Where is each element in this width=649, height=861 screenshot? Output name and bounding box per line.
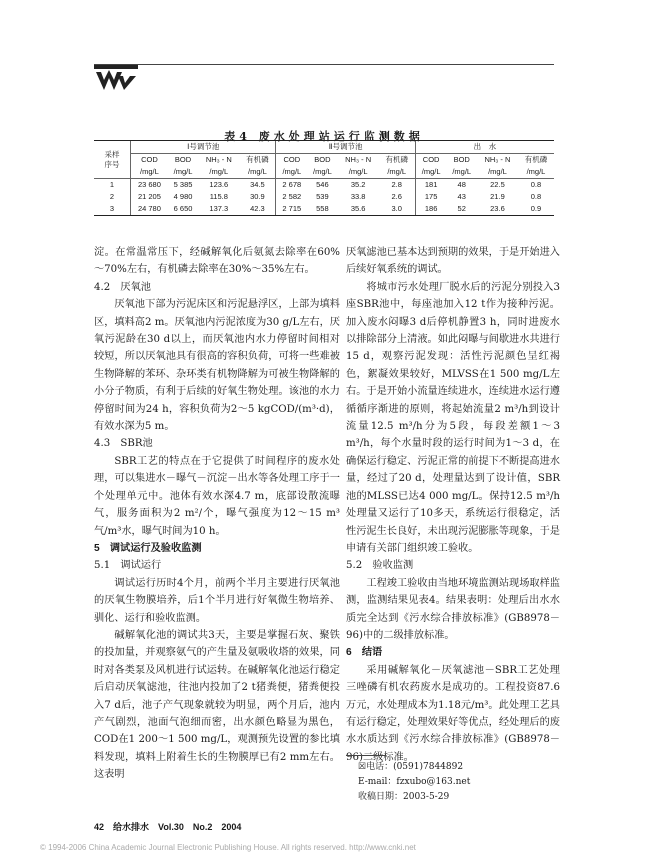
table-cell: 2 582 bbox=[276, 191, 307, 203]
metric-header: NH₃ - N bbox=[345, 155, 372, 164]
group-header-3: 出 水 bbox=[415, 141, 554, 154]
paragraph: 调试运行历时4个月，前两个半月主要进行厌氧池的厌氧生物膜培养，后1个半月进行好氧微生物培养、驯化、运行和验收监测。 bbox=[94, 577, 340, 624]
table-cell: 23.6 bbox=[477, 203, 518, 216]
metric-header: BOD bbox=[314, 155, 331, 164]
page-footer: 42 给水排水 Vol.30 No.2 2004 bbox=[94, 822, 242, 832]
metric-header: BOD bbox=[453, 155, 470, 164]
table-cell: 35.2 bbox=[350, 180, 366, 189]
table-cell: 186 bbox=[415, 203, 446, 216]
table-row bbox=[94, 203, 554, 216]
paragraph: 工程竣工验收由当地环境监测站现场取样监测，监测结果见表4。结果表明：处理后出水水质完全达到《污水综合排放标准》(GB8978－96)中的二级排放标准。 bbox=[346, 577, 560, 641]
copyright-notice: © 1994-2006 China Academic Journal Electronic Publishing House. All rights reserved. http://www.cnki.net bbox=[40, 843, 416, 852]
table-cell: 2 678 bbox=[276, 179, 307, 192]
section-heading: 4.3 SBR池 bbox=[94, 438, 153, 450]
author-contact bbox=[358, 760, 470, 805]
paragraph: 碱解氧化池的调试共3天，主要是掌握石灰、聚铁的投加量，并观察氨气的产生量及氨吸收塔的效果，同时对各类泵及风机进行试运转。在碱解氧化池运行稳定后启动厌氧滤池，往池内投加了2 t猪粪便，猪粪便投入7 d后，池子产气现象就较为明显，两个月后，池内产气剧烈，池面气泡细而密，出水颜色略显为黑色，COD在1 200～1 500 mg/L，观测预先设置的参比填料发现，填料上附着生长的生物膜厚已有2 mm左右。这表明 bbox=[94, 629, 340, 781]
table-row bbox=[94, 179, 554, 192]
table-cell: 33.8 bbox=[350, 192, 366, 201]
unit-header: /mg/L bbox=[518, 166, 554, 179]
row-id: 2 bbox=[109, 192, 115, 201]
group-header-2: Ⅱ号调节池 bbox=[276, 141, 415, 154]
journal-logo-icon bbox=[94, 64, 138, 92]
metric-header: COD bbox=[276, 154, 307, 167]
table-cell: 123.6 bbox=[209, 180, 229, 189]
row-header: 采样序号 bbox=[94, 141, 131, 179]
metric-header: 有机磷 bbox=[524, 155, 548, 164]
table-cell: 42.3 bbox=[239, 203, 276, 216]
table-cell: 2.6 bbox=[391, 192, 402, 201]
unit-header: /mg/L bbox=[338, 166, 379, 179]
paragraph: 厌氧滤池已基本达到预期的效果，于是开始进入后续好氧系统的调试。 bbox=[346, 247, 560, 276]
table-cell: 137.3 bbox=[198, 203, 239, 216]
unit-header: /mg/L bbox=[477, 166, 518, 179]
table-cell: 21.9 bbox=[490, 192, 505, 201]
section-heading: 5.2 验收监测 bbox=[346, 560, 414, 572]
table-cell: 115.8 bbox=[209, 192, 228, 201]
received-date: 收稿日期：2003-5-29 bbox=[358, 792, 450, 802]
unit-header: /mg/L bbox=[307, 166, 337, 179]
metric-header: COD bbox=[415, 154, 446, 167]
unit-header: /mg/L bbox=[415, 166, 446, 179]
metric-header: COD bbox=[131, 154, 168, 167]
unit-header: /mg/L bbox=[198, 166, 239, 179]
unit-header: /mg/L bbox=[379, 166, 416, 179]
table-cell: 34.5 bbox=[250, 180, 265, 189]
table-cell: 35.6 bbox=[338, 203, 379, 216]
table-cell: 43 bbox=[457, 192, 466, 201]
row-id: 3 bbox=[94, 203, 131, 216]
unit-header: /mg/L bbox=[276, 166, 307, 179]
paragraph: 采用碱解氧化－厌氧滤池－SBR工艺处理三唑磷有机农药废水是成功的。工程投资87.6万元，水处理成本为1.18元/m³。此处理工艺具有运行稳定，处理效果好等优点，经处理后的废水水质达到《污水综合排放标准》(GB8978－96)二级标准。 bbox=[346, 664, 560, 763]
table-cell: 48 bbox=[457, 180, 466, 189]
left-column bbox=[94, 244, 340, 784]
section-heading: 5.1 调试运行 bbox=[94, 560, 162, 572]
paragraph: 厌氧池下部为污泥床区和污泥悬浮区，上部为填料区，填料高2 m。厌氧池内污泥浓度为30 g/L左右，厌氧污泥龄在30 d以上，而厌氧池内水力停留时间相对较短，所以厌氧池具有很高的容积负荷，可将一些难被生物降解的苯环、杂环类有机物降解为可被生物降解的小分子物质，有利于后续的好氧生物处理。该池的水力停留时间为24 h，容积负荷为2～5 kgCOD/(m³·d)，有效水深为5 m。 bbox=[94, 299, 340, 433]
table-cell: 4 980 bbox=[173, 192, 193, 201]
paragraph: SBR工艺的特点在于它提供了时间程序的废水处理，可以集进水－曝气－沉淀－出水等各处理工序于一个处理单元中。池体有效水深4.7 m，底部设散流曝气，服务面积为2 m²/个，曝气强度为12～15 m³气/m³水，曝气时间为10 h。 bbox=[94, 455, 340, 537]
table-cell: 0.8 bbox=[530, 192, 542, 201]
table-cell: 2.8 bbox=[391, 180, 402, 189]
section-heading: 6 结语 bbox=[346, 647, 383, 659]
metric-header: 有机磷 bbox=[385, 155, 408, 164]
footnote-rule bbox=[346, 755, 386, 756]
table-cell: 558 bbox=[307, 203, 337, 216]
monitoring-table bbox=[94, 140, 554, 216]
table-cell: 539 bbox=[316, 192, 329, 201]
metric-header: NH₃ - N bbox=[484, 155, 511, 164]
table-cell: 5 385 bbox=[173, 180, 193, 189]
section-heading: 4.2 厌氧池 bbox=[94, 281, 151, 293]
unit-header: /mg/L bbox=[446, 166, 476, 179]
table-cell: 175 bbox=[415, 191, 446, 203]
email: E-mail：fzxubo@163.net bbox=[358, 777, 471, 787]
paragraph: 淀。在常温常压下，经碱解氧化后氨氮去除率在60%～70%左右，有机磷去除率在30%～35%左右。 bbox=[94, 247, 340, 276]
table-cell: 21 205 bbox=[131, 191, 168, 203]
table-cell: 2 715 bbox=[276, 203, 307, 216]
table-cell: 23 680 bbox=[131, 179, 168, 192]
metric-header: NH₃ - N bbox=[205, 155, 232, 164]
table-row bbox=[94, 191, 554, 203]
unit-header: /mg/L bbox=[168, 166, 198, 179]
table-cell: 0.8 bbox=[530, 180, 542, 189]
paragraph: 将城市污水处理厂脱水后的污泥分别投入3座SBR池中，每座池加入12 t作为接种污泥。加入废水闷曝3 d后停机静置3 h，同时进废水以排除部分上清液。如此闷曝与间歇进水共进行15 d，观察污泥发现：活性污泥颜色呈红褐色，絮凝效果较好，MLVSS在1 500 mg/L左右。于是开始小流量连续进水，连续进水运行遵循循序渐进的原则，将起始流量2 m³/h到设计流量12.5 m³/h分为5段，每段差额1～3 m³/h，每个水量时段的运行时间为1～3 d，在确保运行稳定、污泥正常的前提下不断提高进水量，经过了20 d，处理量达到了设计值，SBR池的MLSS已达4 000 mg/L。保持12.5 m³/h处理量又运行了10多天，系统运行很稳定，活性污泥生长良好，未出现污泥膨胀等现象，于是申请有关部门组织竣工验收。 bbox=[346, 281, 560, 554]
unit-header: /mg/L bbox=[239, 166, 276, 179]
right-column bbox=[346, 244, 560, 766]
table-cell: 22.5 bbox=[490, 180, 505, 189]
table-cell: 30.9 bbox=[250, 192, 265, 201]
table-cell: 3.0 bbox=[379, 203, 416, 216]
table-cell: 52 bbox=[446, 203, 476, 216]
table-cell: 24 780 bbox=[131, 203, 168, 216]
row-id: 1 bbox=[109, 180, 115, 189]
phone: ☒电话：(0591)7844892 bbox=[358, 762, 464, 772]
metric-header: BOD bbox=[174, 155, 192, 164]
table-title: 表4 废水处理站运行监测数据 bbox=[224, 130, 424, 143]
header-rule bbox=[94, 64, 554, 65]
table-cell: 181 bbox=[415, 179, 446, 192]
metric-header: 有机磷 bbox=[246, 155, 269, 164]
table-cell: 546 bbox=[316, 180, 329, 189]
unit-header: /mg/L bbox=[131, 166, 168, 179]
section-heading: 5 调试运行及验收监测 bbox=[94, 542, 202, 554]
table-cell: 0.9 bbox=[518, 203, 554, 216]
table-cell: 6 650 bbox=[168, 203, 198, 216]
group-header-1: Ⅰ号调节池 bbox=[131, 141, 276, 154]
